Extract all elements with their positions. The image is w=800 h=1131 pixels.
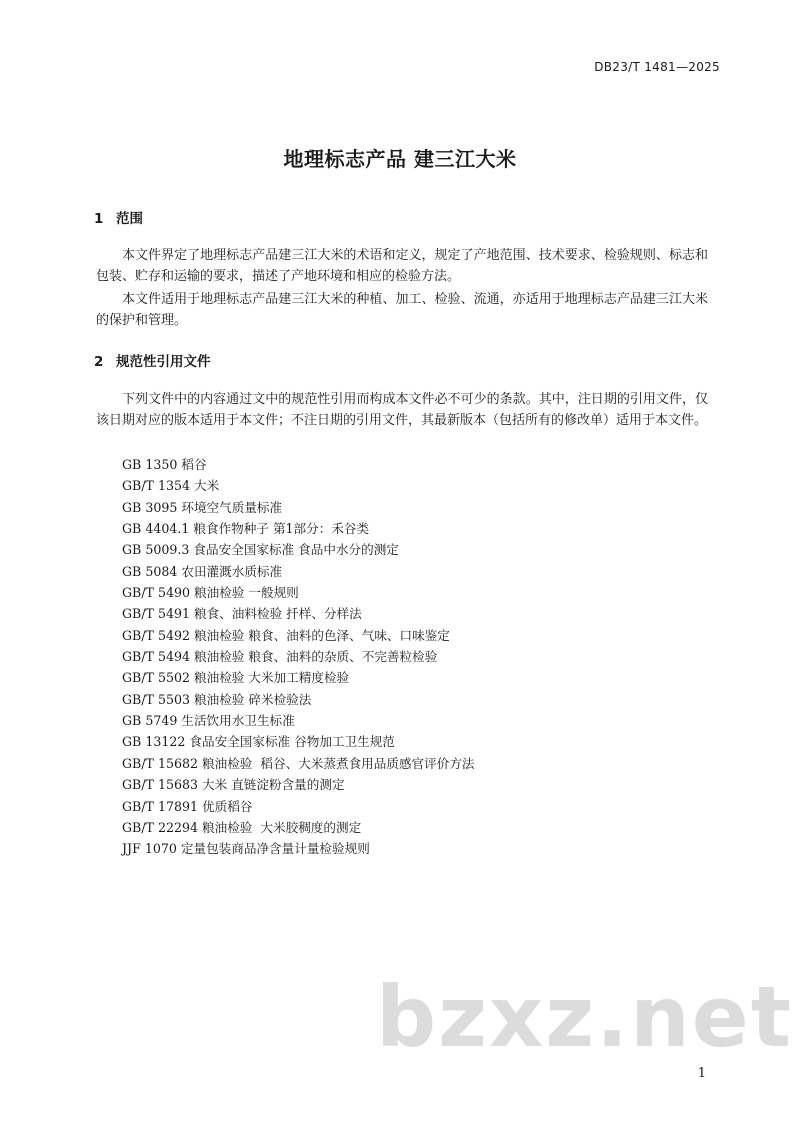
section-heading-normative-references — [94, 350, 211, 370]
reference-item: GB/T 15682 粮油检验 稻谷、大米蒸煮食用品质感官评价方法 — [122, 755, 475, 771]
document-title: 地理标志产品 建三江大米 — [283, 147, 517, 171]
reference-item: GB/T 1354 大米 — [122, 478, 220, 494]
section-title: 规范性引用文件 — [116, 354, 211, 370]
section-heading-scope — [94, 207, 143, 227]
section-title: 范围 — [116, 211, 143, 227]
reference-item: JJF 1070 定量包装商品净含量计量检验规则 — [122, 841, 370, 857]
reference-list — [122, 454, 475, 860]
reference-item: GB 13122 食品安全国家标准 谷物加工卫生规范 — [122, 734, 395, 750]
page-number: 1 — [697, 1066, 706, 1081]
reference-item: GB 5749 生活饮用水卫生标准 — [122, 713, 295, 729]
reference-item: GB/T 5490 粮油检验 一般规则 — [122, 585, 299, 601]
reference-item: GB/T 5492 粮油检验 粮食、油料的色泽、气味、口味鉴定 — [122, 627, 450, 643]
section-number: 2 — [94, 354, 104, 370]
reference-item: GB 1350 稻谷 — [122, 457, 207, 472]
paragraph: 下列文件中的内容通过文中的规范性引用而构成本文件必不可少的条款。其中，注日期的引用文件，仅该日期对应的版本适用于本文件；不注日期的引用文件，其最新版本（包括所有的修改单）适用于本文件。 — [96, 392, 708, 428]
reference-item: GB 4404.1 粮食作物种子 第1部分：禾谷类 — [122, 521, 370, 537]
reference-item: GB/T 5494 粮油检验 粮食、油料的杂质、不完善粒检验 — [122, 649, 438, 665]
reference-item: GB 5009.3 食品安全国家标准 食品中水分的测定 — [122, 542, 399, 558]
reference-item: GB/T 15683 大米 直链淀粉含量的测定 — [122, 777, 345, 793]
reference-item: GB/T 17891 优质稻谷 — [122, 798, 253, 814]
paragraph: 本文件界定了地理标志产品建三江大米的术语和定义，规定了产地范围、技术要求、检验规则、标志和包装、贮存和运输的要求，描述了产地环境和相应的检验方法。 — [96, 248, 708, 284]
reference-item: GB/T 5491 粮食、油料检验 扦样、分样法 — [122, 606, 362, 622]
reference-item: GB/T 5502 粮油检验 大米加工精度检验 — [122, 670, 350, 686]
reference-item: GB 3095 环境空气质量标准 — [122, 499, 283, 515]
reference-item: GB/T 22294 粮油检验 大米胶稠度的测定 — [122, 819, 362, 835]
watermark: bzxz.net — [376, 968, 793, 1066]
document-code: DB23/T 1481—2025 — [594, 60, 720, 74]
paragraph: 本文件适用于地理标志产品建三江大米的种植、加工、检验、流通，亦适用于地理标志产品建三江大米的保护和管理。 — [96, 292, 708, 328]
reference-item: GB 5084 农田灌溉水质标准 — [122, 563, 283, 579]
section-number: 1 — [94, 211, 104, 227]
reference-item: GB/T 5503 粮油检验 碎米检验法 — [122, 691, 312, 707]
